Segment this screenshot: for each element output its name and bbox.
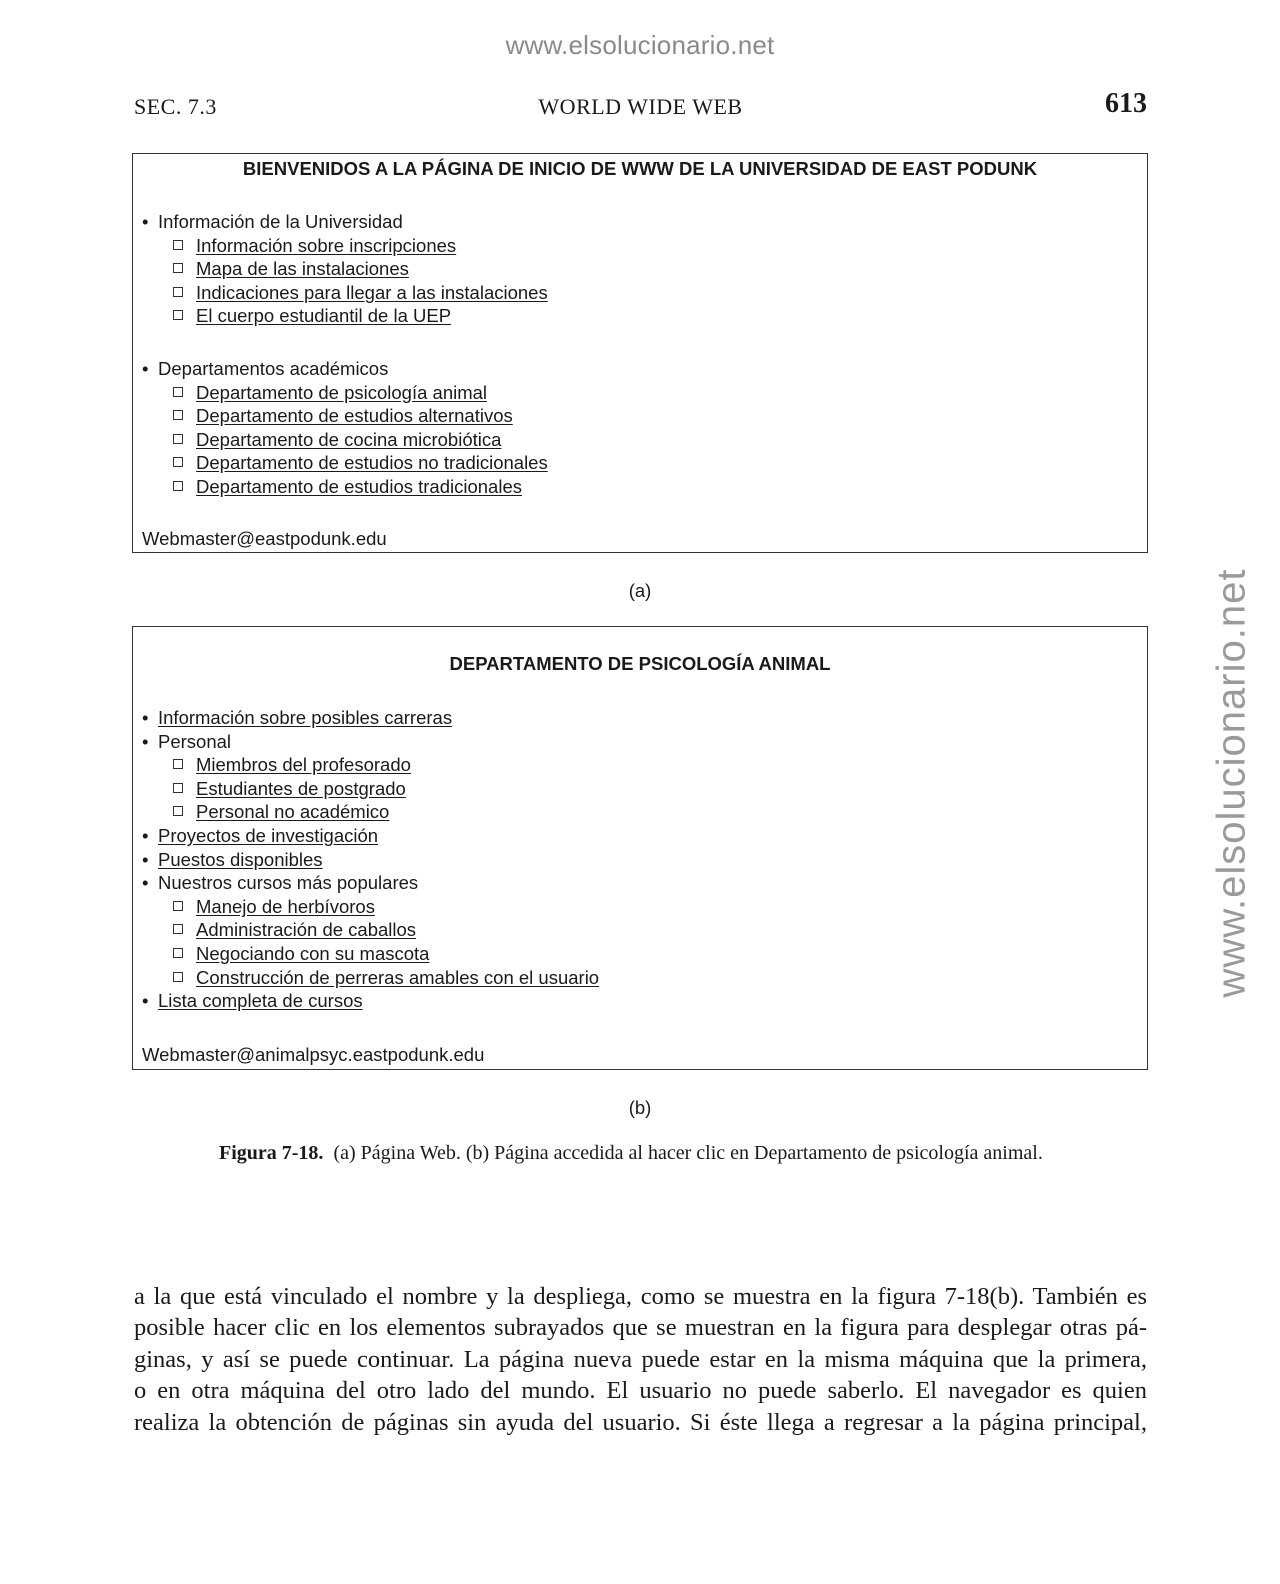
running-title: WORLD WIDE WEB	[538, 94, 743, 119]
subfigure-label-a: (a)	[628, 580, 652, 601]
list-item	[142, 895, 599, 919]
square-bullet-icon	[173, 759, 183, 769]
bullet-icon: •	[142, 872, 149, 894]
link-cocina-microbiotica[interactable]: Departamento de cocina microbiótica	[196, 428, 502, 450]
departments-heading: Departamentos académicos	[158, 358, 389, 379]
list-item	[142, 451, 548, 475]
subfigure-label-b: (b)	[628, 1097, 652, 1118]
body-line: o en otra máquina del otro lado del mundo. El usuario no puede saberlo. El navegador es quien	[134, 1377, 1147, 1405]
personal-heading: Personal	[158, 730, 232, 752]
section-label: SEC. 7.3	[134, 94, 217, 119]
square-bullet-icon	[173, 434, 183, 444]
webmaster-email-b: Webmaster@animalpsyc.eastpodunk.edu	[142, 1044, 485, 1065]
list-item	[142, 404, 548, 428]
square-bullet-icon	[173, 287, 183, 297]
link-no-academico[interactable]: Personal no académico	[196, 801, 390, 823]
square-bullet-icon	[173, 806, 183, 816]
page-number: 613	[1105, 88, 1147, 119]
university-info-heading: Información de la Universidad	[158, 211, 403, 232]
list-item	[142, 800, 599, 824]
link-herbivoros[interactable]: Manejo de herbívoros	[196, 895, 375, 917]
figure-label: Figura 7-18.	[219, 1142, 324, 1164]
square-bullet-icon	[173, 783, 183, 793]
list-item	[142, 381, 548, 405]
link-postgrado[interactable]: Estudiantes de postgrado	[196, 777, 406, 799]
body-line: ginas, y así se puede continuar. La página nueva puede estar en la misma máquina que la primera,	[134, 1345, 1147, 1373]
square-bullet-icon	[173, 948, 183, 958]
link-puestos[interactable]: Puestos disponibles	[158, 848, 323, 870]
link-psicologia-animal[interactable]: Departamento de psicología animal	[196, 381, 488, 403]
running-head	[134, 88, 1147, 128]
square-bullet-icon	[173, 481, 183, 491]
body-line: realiza la obtención de páginas sin ayuda del usuario. Si éste llega a regresar a la página principal,	[134, 1408, 1147, 1436]
body-line: a la que está vinculado el nombre y la despliega, como se muestra en la figura 7-18(b). También es	[134, 1283, 1147, 1310]
figure-caption	[219, 1140, 1049, 1166]
webmaster-email-a: Webmaster@eastpodunk.edu	[142, 528, 387, 549]
bullet-icon: •	[142, 358, 149, 379]
list-item	[142, 966, 599, 990]
link-estudios-alternativos[interactable]: Departamento de estudios alternativos	[196, 405, 513, 427]
departments-list	[142, 357, 548, 499]
bullet-icon: •	[142, 824, 149, 846]
list-item	[142, 210, 548, 234]
list-item	[142, 281, 548, 305]
link-indicaciones[interactable]: Indicaciones para llegar a las instalaciones	[196, 281, 548, 303]
list-item	[142, 918, 599, 942]
square-bullet-icon	[173, 901, 183, 911]
list-item	[142, 848, 599, 872]
watermark-side: www.elsolucionario.net	[1209, 568, 1254, 998]
list-item	[142, 871, 599, 895]
watermark-top: www.elsolucionario.net	[505, 30, 775, 60]
body-paragraph	[134, 1281, 1147, 1438]
list-item	[142, 304, 548, 328]
square-bullet-icon	[173, 924, 183, 934]
list-item	[142, 357, 548, 381]
link-cuerpo-estudiantil[interactable]: El cuerpo estudiantil de la UEP	[196, 305, 452, 327]
bullet-icon: •	[142, 848, 149, 870]
link-carreras[interactable]: Información sobre posibles carreras	[158, 707, 453, 728]
square-bullet-icon	[173, 457, 183, 467]
bullet-icon: •	[142, 211, 149, 232]
web-page-panel-b	[132, 626, 1148, 1070]
list-item	[142, 753, 599, 777]
link-caballos[interactable]: Administración de caballos	[196, 919, 417, 941]
body-line: posible hacer clic en los elementos subrayados que se muestran en la figura para desplegar otras pá-	[134, 1314, 1147, 1342]
link-perreras[interactable]: Construcción de perreras amables con el usuario	[196, 966, 600, 988]
courses-heading: Nuestros cursos más populares	[158, 872, 419, 894]
link-estudios-tradicionales[interactable]: Departamento de estudios tradicionales	[196, 475, 522, 497]
list-item	[142, 989, 599, 1013]
square-bullet-icon	[173, 387, 183, 397]
link-lista-cursos[interactable]: Lista completa de cursos	[158, 990, 363, 1012]
list-item	[142, 428, 548, 452]
link-mascota[interactable]: Negociando con su mascota	[196, 942, 430, 964]
figure-caption-text: (a) Página Web. (b) Página accedida al hacer clic en Departamento de psicología animal.	[333, 1142, 1043, 1164]
square-bullet-icon	[173, 310, 183, 320]
list-item	[142, 824, 599, 848]
square-bullet-icon	[173, 410, 183, 420]
square-bullet-icon	[173, 263, 183, 273]
link-estudios-no-tradicionales[interactable]: Departamento de estudios no tradicionales	[196, 452, 548, 474]
link-mapa[interactable]: Mapa de las instalaciones	[196, 258, 409, 280]
list-item	[142, 942, 599, 966]
list-item	[142, 730, 599, 754]
list-item	[142, 706, 599, 730]
list-item	[142, 475, 548, 499]
bullet-icon: •	[142, 730, 149, 752]
square-bullet-icon	[173, 240, 183, 250]
list-item	[142, 234, 548, 258]
link-profesorado[interactable]: Miembros del profesorado	[196, 754, 411, 776]
list-item	[142, 777, 599, 801]
link-investigacion[interactable]: Proyectos de investigación	[158, 824, 379, 846]
web-page-panel-a	[132, 153, 1148, 553]
bullet-icon: •	[142, 990, 149, 1012]
university-info-list	[142, 210, 548, 328]
square-bullet-icon	[173, 972, 183, 982]
panel-b-title: DEPARTAMENTO DE PSICOLOGÍA ANIMAL	[449, 653, 831, 674]
link-inscripciones[interactable]: Información sobre inscripciones	[196, 234, 457, 256]
list-item	[142, 257, 548, 281]
bullet-icon: •	[142, 707, 149, 728]
panel-a-title: BIENVENIDOS A LA PÁGINA DE INICIO DE WWW DE LA UNIVERSIDAD DE EAST PODUNK	[242, 158, 1038, 179]
department-menu	[142, 706, 599, 1013]
